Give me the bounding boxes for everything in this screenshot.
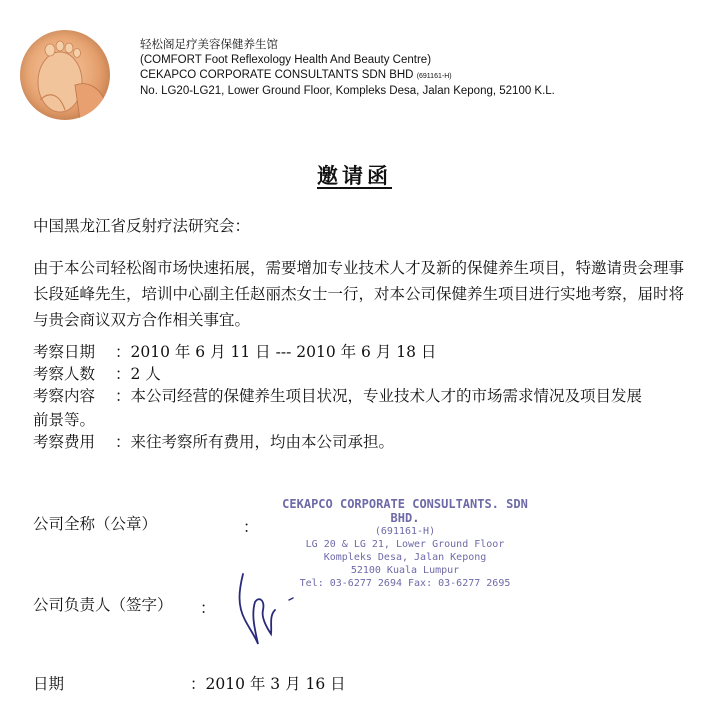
letter-title: 邀请函 bbox=[317, 163, 392, 188]
detail-row-cost bbox=[33, 430, 394, 454]
letterhead-address: No. LG20-LG21, Lower Ground Floor, Kompleks Desa, Jalan Kepong, 52100 K.L. bbox=[140, 85, 555, 97]
stamp-reg: (691161-H) bbox=[374, 526, 436, 537]
letterhead-company bbox=[140, 68, 555, 84]
foot-reflexology-logo bbox=[20, 30, 110, 120]
stamp-address-2: Kompleks Desa, Jalan Kepong bbox=[323, 552, 487, 563]
stamp-address-1: LG 20 & LG 21, Lower Ground Floor bbox=[305, 539, 505, 550]
person-colon: ： bbox=[200, 599, 216, 617]
company-stamp bbox=[270, 497, 540, 590]
date-label: 日期 bbox=[33, 675, 65, 693]
responsible-person-label: 公司负责人（签字） bbox=[33, 596, 173, 614]
stamp-phone: Tel: 03-6277 2694 Fax: 03-6277 2695 bbox=[299, 578, 511, 589]
letterhead-chinese-name: 轻松阁足疗美容保健养生馆 bbox=[140, 39, 278, 51]
detail-value: ：来往考察所有费用，均由本公司承担。 bbox=[115, 433, 395, 451]
handwritten-signature bbox=[225, 570, 305, 654]
stamp-company: CEKAPCO CORPORATE CONSULTANTS. SDN BHD. bbox=[282, 497, 528, 525]
detail-value: ：2 人 bbox=[115, 365, 161, 383]
detail-label: 考察内容 bbox=[33, 387, 96, 405]
detail-value: ：本公司经营的保健养生项目状况，专业技术人才的市场需求情况及项目发展 bbox=[115, 387, 643, 405]
letterhead-reg-no: (691161-H) bbox=[416, 73, 452, 80]
detail-row-count bbox=[33, 362, 161, 386]
detail-row-content bbox=[33, 384, 688, 432]
company-name-label: 公司全称（公章） bbox=[33, 515, 158, 533]
letterhead-company-name: CEKAPCO CORPORATE CONSULTANTS SDN BHD bbox=[140, 69, 414, 81]
company-colon: ： bbox=[243, 518, 259, 536]
date-value: ：2010 年 3 月 16 日 bbox=[190, 675, 346, 693]
stamp-address-3: 52100 Kuala Lumpur bbox=[350, 565, 460, 576]
detail-value-continued: 前景等。 bbox=[33, 411, 96, 429]
detail-row-date bbox=[33, 340, 436, 364]
detail-label: 考察费用 bbox=[33, 433, 96, 451]
salutation: 中国黑龙江省反射疗法研究会： bbox=[33, 217, 251, 235]
detail-value: ：2010 年 6 月 11 日 --- 2010 年 6 月 18 日 bbox=[115, 343, 437, 361]
detail-label: 考察日期 bbox=[33, 343, 96, 361]
letterhead-english-name: (COMFORT Foot Reflexology Health And Beauty Centre) bbox=[140, 54, 432, 66]
letter-body: 由于本公司轻松阁市场快速拓展，需要增加专业技术人才及新的保健养生项目，特邀请贵会理事长段延峰先生，培训中心副主任赵丽杰女士一行，对本公司保健养生项目进行实地考察，届时将与贵会商议双方合作相关事宜。 bbox=[33, 259, 685, 329]
detail-label: 考察人数 bbox=[33, 365, 96, 383]
letterhead bbox=[140, 38, 555, 99]
